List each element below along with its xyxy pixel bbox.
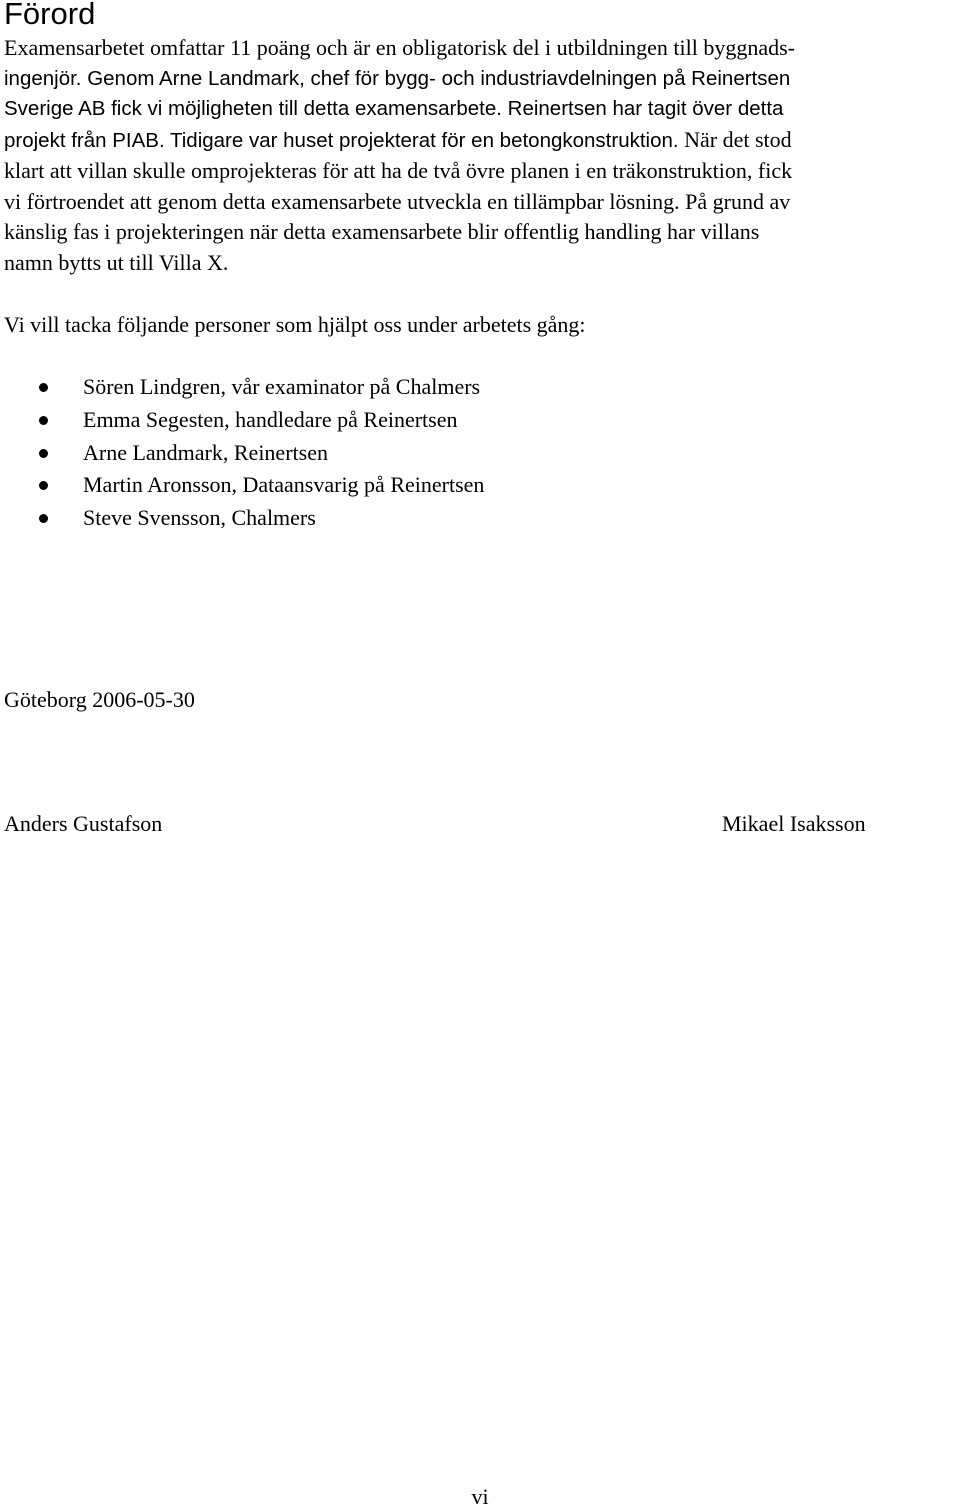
list-item: Sören Lindgren, vår examinator på Chalmers — [0, 371, 484, 404]
intro-line: namn bytts ut till Villa X. — [4, 249, 229, 275]
intro-line: Examensarbetet omfattar 11 poäng och är en obligatorisk del i utbildningen till byggnads- — [4, 35, 795, 60]
intro-paragraph — [4, 33, 956, 278]
page-number: vi — [471, 1484, 489, 1509]
bullet-icon — [39, 416, 48, 425]
list-item: Arne Landmark, Reinertsen — [0, 437, 484, 470]
bullet-icon — [39, 514, 48, 523]
intro-line: projekt från PIAB. Tidigare var huset projekterat för en betongkonstruktion. När det stod — [4, 126, 792, 152]
intro-line: känslig fas i projekteringen när detta examensarbete blir offentlig handling har villans — [4, 219, 760, 244]
bullet-icon — [39, 383, 48, 392]
bullet-icon — [39, 481, 48, 490]
people-list — [0, 371, 484, 535]
bullet-icon — [39, 449, 48, 458]
place-date: Göteborg 2006-05-30 — [4, 687, 195, 712]
list-item: Steve Svensson, Chalmers — [0, 502, 484, 535]
thanks-paragraph: Vi vill tacka följande personer som hjälpt oss under arbetets gång: — [4, 312, 586, 337]
list-item: Martin Aronsson, Dataansvarig på Reinertsen — [0, 469, 484, 502]
intro-line: vi förtroendet att genom detta examensarbete utveckla en tillämpbar lösning. På grund av — [4, 188, 791, 214]
signature-left: Anders Gustafson — [4, 811, 163, 836]
intro-line: Sverige AB fick vi möjligheten till detta examensarbete. Reinertsen har tagit över detta — [4, 97, 784, 120]
intro-line: klart att villan skulle omprojekteras för att ha de två övre planen i en träkonstruktion, fick — [4, 158, 793, 183]
list-item: Emma Segesten, handledare på Reinertsen — [0, 404, 484, 437]
signature-right: Mikael Isaksson — [722, 811, 866, 836]
intro-line: ingenjör. Genom Arne Landmark, chef för bygg- och industriavdelningen på Reinertsen — [4, 66, 791, 90]
page-title: Förord — [4, 0, 96, 31]
